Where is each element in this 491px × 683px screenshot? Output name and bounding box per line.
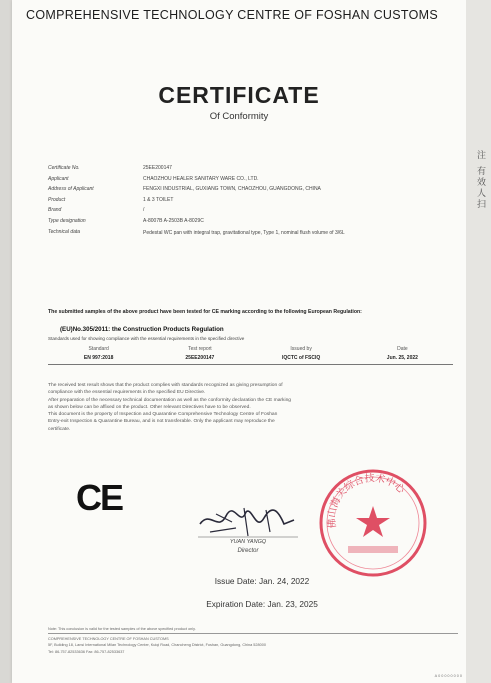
col-date: Date bbox=[397, 346, 408, 352]
field-label: Certificate No. bbox=[48, 165, 80, 171]
field-label: Address of Applicant bbox=[48, 186, 94, 193]
standards-intro: Standards used for showing compliance with the essential requirements in the specified directive bbox=[48, 336, 245, 341]
col-test-report: Test report bbox=[188, 346, 212, 352]
side-strip bbox=[466, 0, 491, 683]
side-annotation: 注 有效人扫 bbox=[475, 150, 485, 210]
footer-note: Note: This conclusion is valid for the tested samples of the above specified product only. bbox=[48, 627, 196, 631]
field-brand bbox=[48, 208, 453, 213]
footer-contact: Tel: 86-757-82533636 Fax: 86-757-82533637 bbox=[48, 649, 125, 654]
field-value: 1 & 3 TOILET bbox=[143, 196, 174, 203]
col-issued-by: Issued by bbox=[290, 346, 312, 352]
regulation-title: (EU)No.305/2011: the Construction Products Regulation bbox=[60, 326, 224, 333]
col-standard: Standard bbox=[88, 346, 109, 352]
field-value: FENGXI INDUSTRIAL, GUXIANG TOWN, CHAOZHOU, GUANGDONG, CHINA bbox=[143, 186, 321, 193]
issuer-header: COMPREHENSIVE TECHNOLOGY CENTRE OF FOSHAN CUSTOMS bbox=[26, 8, 438, 22]
paragraph-line: Entry-exit Inspection & Quarantine Bureau, and is not transferable. Only the applicant may reproduce the bbox=[48, 419, 275, 425]
field-certificate-no bbox=[48, 166, 453, 171]
certificate-fields bbox=[48, 166, 453, 242]
paragraph-line: The received test result shows that the product complies with standards recognized as giving presumption of bbox=[48, 383, 283, 388]
test-statement: The submitted samples of the above product have been tested for CE marking according to the following European Regulation: bbox=[48, 309, 362, 315]
issue-date: Issue Date: Jan. 24, 2022 bbox=[214, 576, 310, 586]
cell-date: Jun. 25, 2022 bbox=[386, 355, 418, 361]
cell-standard: EN 997:2018 bbox=[83, 355, 114, 361]
certificate-sheet bbox=[12, 0, 466, 683]
ce-mark-logo: CE bbox=[76, 477, 123, 518]
field-label: Product bbox=[48, 196, 66, 203]
expiration-date: Expiration Date: Jan. 23, 2025 bbox=[206, 599, 318, 609]
field-label: Technical data bbox=[48, 228, 81, 235]
svg-text:佛山海关综合技术中心: 佛山海关综合技术中心 bbox=[326, 473, 407, 529]
field-value: A-8007B A-2503B A-8029C bbox=[143, 217, 204, 224]
signature-title: Director bbox=[237, 548, 259, 554]
certificate-title: CERTIFICATE bbox=[158, 82, 320, 108]
paragraph-line: This document is the property of Inspection and Quarantine Comprehensive Technology Centre of Foshan bbox=[48, 412, 278, 418]
cell-test-report: 25EE200147 bbox=[185, 355, 215, 361]
field-product bbox=[48, 198, 453, 203]
field-applicant bbox=[48, 177, 453, 182]
field-value: / bbox=[143, 207, 145, 214]
field-type-designation bbox=[48, 219, 453, 224]
director-signature bbox=[196, 502, 300, 542]
field-address bbox=[48, 187, 453, 192]
footer-divider bbox=[48, 633, 458, 634]
compliance-paragraph bbox=[48, 382, 453, 433]
footer-address: 5F, Building 18, Lansi International Milan Technology Center, Kuiqi Road, Chancheng District, Foshan, Guangdong, China 528000 bbox=[48, 643, 266, 647]
field-technical-data bbox=[48, 230, 453, 237]
field-value: 25EE200147 bbox=[143, 165, 172, 171]
customs-seal-stamp bbox=[318, 468, 428, 578]
signature-name: YUAN YANGQ bbox=[229, 539, 267, 545]
cell-issued-by: IQCTC of FSCIQ bbox=[281, 355, 321, 361]
validity-dates bbox=[162, 576, 362, 622]
certificate-footer bbox=[48, 626, 458, 655]
field-label: Type designation bbox=[48, 217, 86, 224]
paragraph-line: compliance with the essential requirements in the specified EU Directive. bbox=[48, 390, 206, 396]
standards-table-row bbox=[48, 355, 453, 365]
field-value: Pedestal WC pan with integral trap, gravitational type, Type 1, nominal flush volume of 3/6L bbox=[143, 229, 345, 236]
footer-org: COMPREHENSIVE TECHNOLOGY CENTRE OF FOSHAN CUSTOMS bbox=[48, 636, 169, 641]
serial-number: A00000000 bbox=[434, 674, 463, 678]
field-label: Applicant bbox=[48, 175, 69, 182]
field-label: Brand bbox=[48, 207, 62, 214]
field-value: CHAOZHOU HEALER SANITARY WARE CO., LTD. bbox=[143, 175, 259, 182]
standards-table-header bbox=[48, 346, 453, 352]
paragraph-line: certificate. bbox=[48, 426, 71, 432]
certificate-subtitle: Of Conformity bbox=[209, 111, 269, 122]
paragraph-line: After preparation of the necessary technical documentation as well as the conformity declaration the CE marking bbox=[48, 397, 292, 403]
paragraph-line: as shown below can be affixed on the product. Other relevant Directives have to be observed. bbox=[48, 404, 251, 410]
